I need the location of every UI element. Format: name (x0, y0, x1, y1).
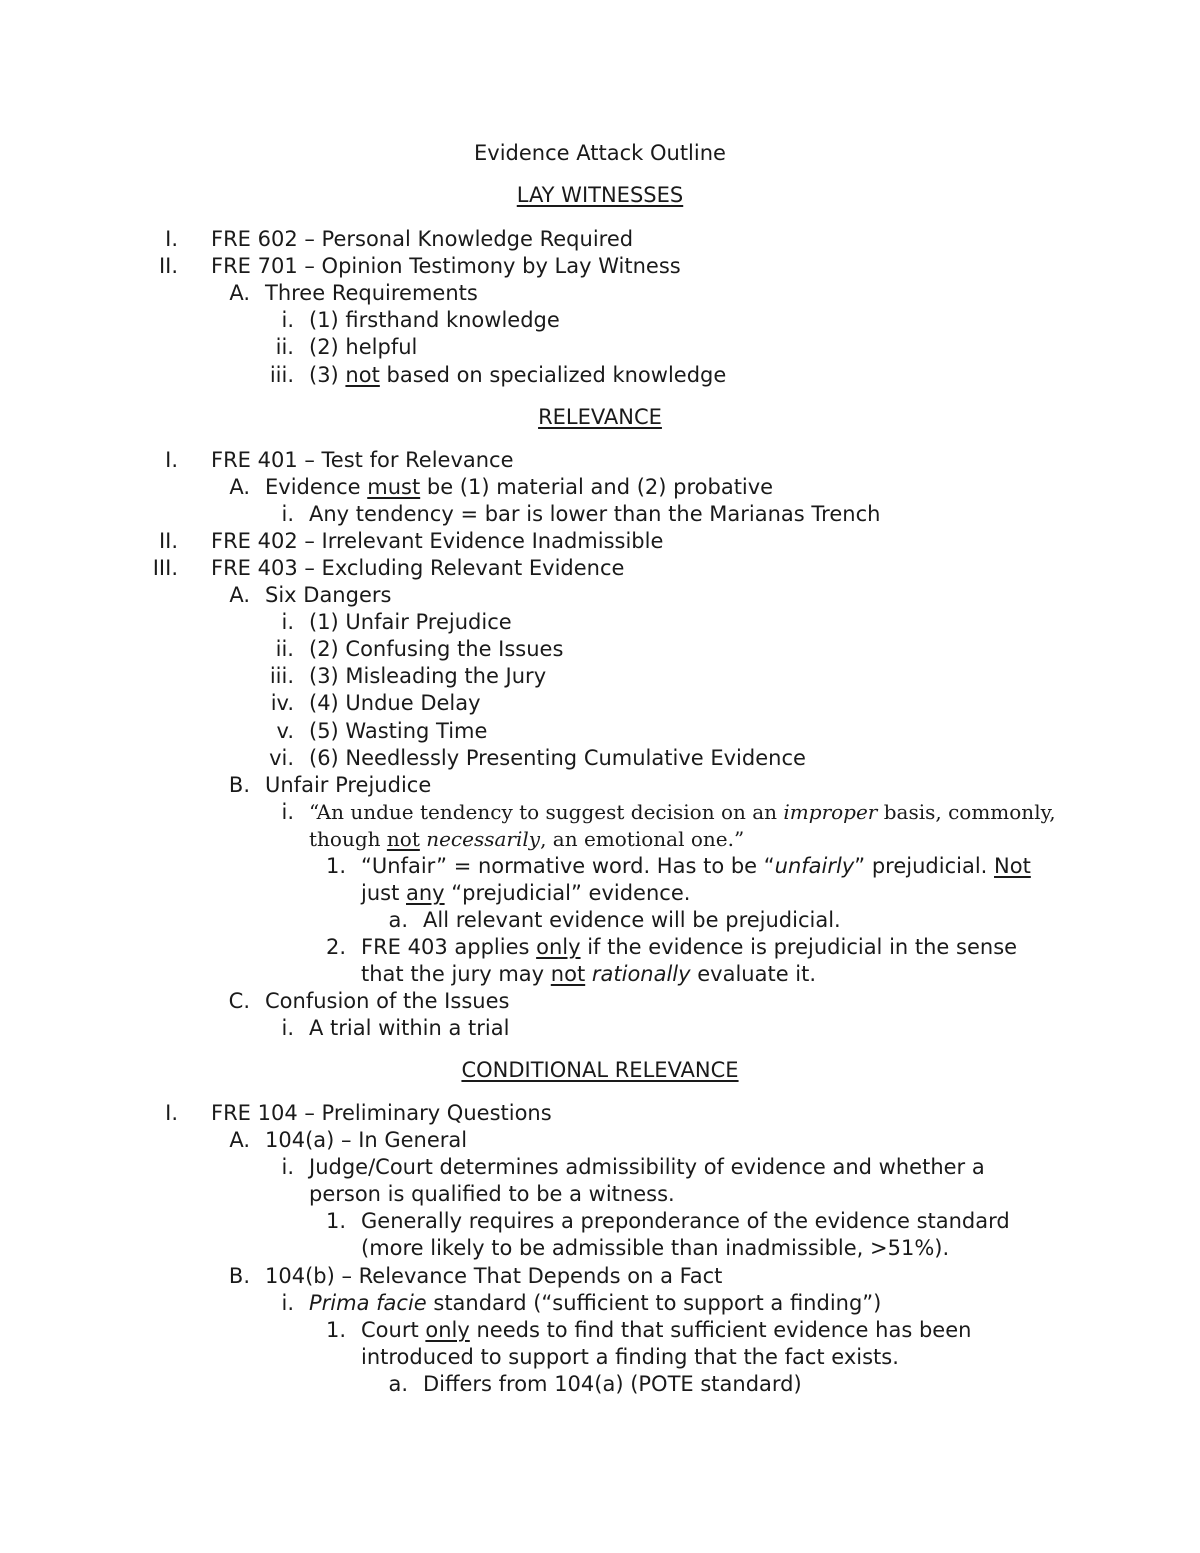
outline-marker: I. (165, 227, 178, 251)
outline-item: Any tendency = bar is lower than the Marianas Trench (309, 502, 881, 526)
outline-item: (3) not based on specialized knowledge (309, 363, 727, 387)
outline-marker: i. (281, 502, 294, 526)
outline-item: (3) Misleading the Jury (309, 664, 547, 688)
outline-item: Unfair Prejudice (265, 773, 432, 797)
outline-marker: B. (228, 1264, 250, 1288)
outline-marker: I. (165, 448, 178, 472)
outline-marker: A. (229, 1128, 250, 1152)
outline-marker: i. (281, 610, 294, 634)
outline-marker: vi. (269, 746, 294, 770)
outline-marker: B. (228, 773, 250, 797)
outline-item: Three Requirements (265, 281, 478, 305)
outline-marker: ii. (275, 637, 294, 661)
outline-item: (1) Unfair Prejudice (309, 610, 512, 634)
outline-item-continued: person is qualified to be a witness. (309, 1182, 675, 1206)
section-heading-lay-witnesses: LAY WITNESSES (516, 183, 684, 207)
outline-item: 104(b) – Relevance That Depends on a Fact (265, 1264, 723, 1288)
outline-item: All relevant evidence will be prejudicial. (423, 908, 841, 932)
outline-marker: a. (388, 1372, 408, 1396)
outline-marker: i. (281, 1291, 294, 1315)
outline-item: FRE 602 – Personal Knowledge Required (211, 227, 634, 251)
outline-marker: 2. (325, 935, 346, 959)
outline-marker: i. (281, 1155, 294, 1179)
outline-item: (1) firsthand knowledge (309, 308, 560, 332)
outline-item: A trial within a trial (309, 1016, 510, 1040)
outline-marker: iii. (269, 664, 294, 688)
section-heading-conditional-relevance: CONDITIONAL RELEVANCE (461, 1058, 739, 1082)
outline-marker: 1. (325, 854, 346, 878)
document-title: Evidence Attack Outline (474, 141, 726, 165)
outline-item: FRE 403 – Excluding Relevant Evidence (211, 556, 625, 580)
outline-item: Prima facie standard (“sufficient to support a finding”) (309, 1291, 882, 1315)
outline-item: “Unfair” = normative word. Has to be “unfairly” prejudicial. Not (361, 854, 1031, 878)
outline-marker: II. (158, 529, 178, 553)
outline-item: Generally requires a preponderance of the evidence standard (361, 1209, 1010, 1233)
outline-marker: ii. (275, 335, 294, 359)
outline-item: FRE 104 – Preliminary Questions (211, 1101, 552, 1125)
outline-item: 104(a) – In General (265, 1128, 468, 1152)
outline-marker: iv. (270, 691, 294, 715)
outline-marker: 1. (325, 1318, 346, 1342)
outline-item: FRE 402 – Irrelevant Evidence Inadmissible (211, 529, 664, 553)
outline-item: FRE 403 applies only if the evidence is prejudicial in the sense (361, 935, 1018, 959)
outline-item: FRE 401 – Test for Relevance (211, 448, 514, 472)
outline-marker: A. (229, 475, 250, 499)
outline-marker: v. (276, 719, 294, 743)
outline-marker: II. (158, 254, 178, 278)
outline-item: (4) Undue Delay (309, 691, 481, 715)
outline-marker: a. (388, 908, 408, 932)
outline-item-continued: introduced to support a finding that the fact exists. (361, 1345, 899, 1369)
outline-item-continued: just any “prejudicial” evidence. (361, 881, 691, 905)
quotation-continued: though not necessarily, an emotional one.” (309, 827, 745, 851)
outline-marker: A. (229, 583, 250, 607)
outline-item: (2) Confusing the Issues (309, 637, 564, 661)
outline-marker: i. (281, 1016, 294, 1040)
outline-marker: i. (281, 800, 294, 824)
outline-marker: iii. (269, 363, 294, 387)
outline-item: (6) Needlessly Presenting Cumulative Evidence (309, 746, 806, 770)
outline-item: Evidence must be (1) material and (2) probative (265, 475, 774, 499)
outline-item: FRE 701 – Opinion Testimony by Lay Witness (211, 254, 681, 278)
outline-item-continued: (more likely to be admissible than inadmissible, >51%). (361, 1236, 950, 1260)
outline-marker: 1. (325, 1209, 346, 1233)
outline-marker: A. (229, 281, 250, 305)
outline-item: Court only needs to find that sufficient evidence has been (361, 1318, 972, 1342)
outline-marker: C. (228, 989, 250, 1013)
outline-item: Confusion of the Issues (265, 989, 510, 1013)
outline-item: (2) helpful (309, 335, 418, 359)
outline-item: (5) Wasting Time (309, 719, 488, 743)
outline-item: Judge/Court determines admissibility of evidence and whether a (309, 1155, 985, 1179)
outline-marker: III. (152, 556, 178, 580)
section-heading-relevance: RELEVANCE (538, 405, 662, 429)
outline-item: Six Dangers (265, 583, 392, 607)
outline-marker: I. (165, 1101, 178, 1125)
outline-item-continued: that the jury may not rationally evaluate it. (361, 962, 817, 986)
outline-marker: i. (281, 308, 294, 332)
quotation: “An undue tendency to suggest decision on an improper basis, commonly, (309, 800, 1056, 824)
outline-item: Differs from 104(a) (POTE standard) (423, 1372, 802, 1396)
